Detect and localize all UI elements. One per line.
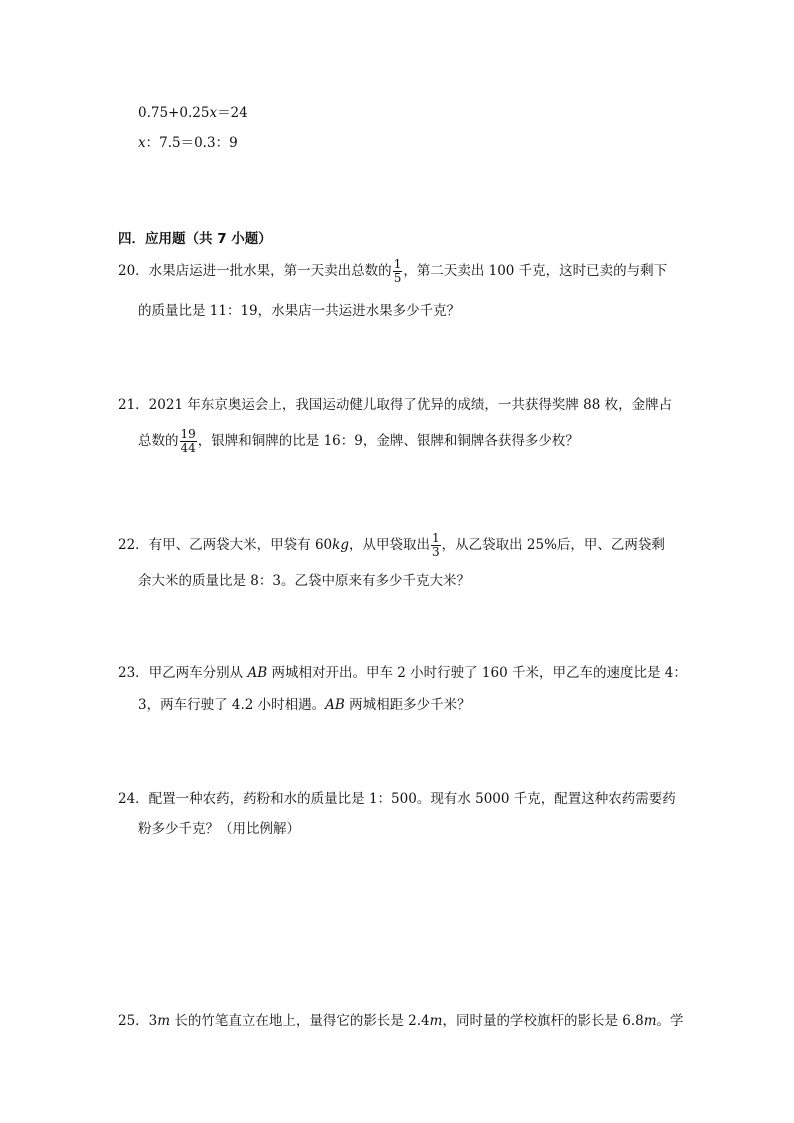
equation-1 [138, 102, 248, 124]
fraction-denominator: 3 [431, 545, 440, 559]
question-22-text-a: 22．有甲、乙两袋大米，甲袋有 60 [118, 537, 333, 553]
unit-kg: kg [332, 537, 349, 553]
fraction-one-third [431, 532, 441, 559]
equation-2-variable: x [138, 135, 146, 151]
question-21-line-1: 21．2021 年东京奥运会上，我国运动健儿取得了优异的成绩，一共获得奖牌 88 枚，金牌占 [118, 397, 673, 413]
fraction-numerator: 1 [393, 257, 402, 271]
question-23-text-c: 3，两车行驶了 4.2 小时相遇。 [138, 697, 326, 713]
question-21-line-2 [138, 428, 579, 455]
fraction-one-fifth [393, 258, 403, 285]
question-20-text-b: ，第二天卖出 100 千克，这时已卖的与剩下 [403, 263, 668, 279]
question-23-line-1 [118, 662, 687, 684]
equation-2-rest: ：7.5＝0.3：9 [145, 135, 238, 151]
question-23-text-d: 两城相距多少千米？ [344, 697, 471, 713]
equation-1-left: 0.75+0.25 [138, 105, 210, 121]
fraction-denominator: 44 [180, 441, 196, 455]
question-20-text-a: 20．水果店运进一批水果，第一天卖出总数的 [118, 263, 392, 279]
question-25-text-b: 长的竹笔直立在地上，量得它的影长是 2.4 [170, 1013, 430, 1029]
question-20-line-2: 的质量比是 11：19，水果店一共运进水果多少千克？ [138, 303, 461, 319]
equation-2 [138, 132, 238, 154]
question-21-text-b: ，银牌和铜牌的比是 16：9，金牌、银牌和铜牌各获得多少枚？ [197, 433, 579, 449]
fraction-19-44 [180, 428, 197, 455]
question-23-line-2 [138, 694, 471, 716]
question-25-text-d: 。学 [656, 1013, 684, 1029]
equation-1-variable: x [209, 105, 218, 121]
question-22-text-b: ，从甲袋取出 [348, 537, 430, 553]
question-23-text-b: 两城相对开出。甲车 2 小时行驶了 160 千米，甲乙车的速度比是 4： [267, 665, 687, 681]
question-24-line-1: 24．配置一种农药，药粉和水的质量比是 1：500。现有水 5000 千克，配置这种农药需要药 [118, 791, 676, 807]
fraction-numerator: 1 [431, 531, 440, 545]
question-22-text-c: ，从乙袋取出 25%后，甲、乙两袋剩 [441, 537, 665, 553]
equation-1-right: ＝24 [217, 105, 248, 121]
fraction-denominator: 5 [393, 271, 402, 285]
unit-m: m [429, 1013, 443, 1029]
fraction-numerator: 19 [180, 427, 196, 441]
unit-m: m [643, 1013, 657, 1029]
question-25-text-a: 25．3 [118, 1013, 158, 1029]
unit-m: m [157, 1013, 171, 1029]
question-21-text-a: 总数的 [138, 433, 179, 449]
question-24-line-2: 粉多少千克？（用比例解） [138, 821, 300, 837]
question-22-line-1 [118, 532, 665, 559]
question-25-line-1 [118, 1010, 684, 1032]
question-25-text-c: ，同时量的学校旗杆的影长是 6.8 [442, 1013, 644, 1029]
city-ab-label: AB [325, 697, 345, 713]
question-23-text-a: 23．甲乙两车分别从 [118, 665, 248, 681]
question-22-line-2: 余大米的质量比是 8：3。乙袋中原来有多少千克大米？ [138, 573, 470, 589]
question-20-line-1 [118, 258, 667, 285]
city-ab-label: AB [247, 665, 268, 681]
section-title: 四．应用题（共 7 小题） [118, 231, 272, 247]
